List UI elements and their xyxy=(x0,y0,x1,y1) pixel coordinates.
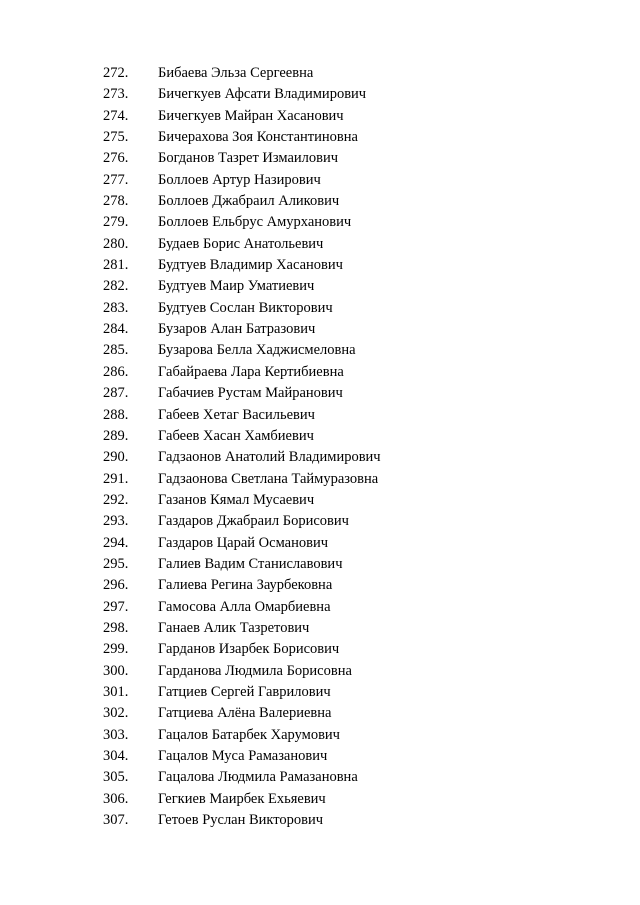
list-item xyxy=(0,106,640,127)
list-item xyxy=(0,255,640,276)
list-item-number: 305. xyxy=(103,769,129,786)
list-item-number: 272. xyxy=(103,65,129,81)
list-item-number: 274. xyxy=(103,107,129,124)
list-item xyxy=(0,212,640,233)
list-item-number: 280. xyxy=(103,235,129,252)
numbered-name-list xyxy=(0,63,640,831)
list-item xyxy=(0,469,640,490)
list-item-number: 301. xyxy=(103,683,129,700)
list-item-name: Гарданова Людмила Борисовна xyxy=(158,662,352,679)
list-item-number: 293. xyxy=(103,513,129,530)
list-item xyxy=(0,340,640,361)
list-item-number: 303. xyxy=(103,726,129,743)
list-item-name: Гацалова Людмила Рамазановна xyxy=(158,769,358,786)
list-item-number: 275. xyxy=(103,129,129,146)
list-item-number: 273. xyxy=(103,86,129,103)
list-item-number: 277. xyxy=(103,171,129,188)
list-item-name: Гадзаонова Светлана Таймуразовна xyxy=(158,470,379,487)
list-item-name: Гацалов Муса Рамазанович xyxy=(158,748,328,764)
list-item xyxy=(0,725,640,746)
list-item xyxy=(0,191,640,212)
list-item xyxy=(0,533,640,554)
list-item-number: 276. xyxy=(103,150,129,167)
list-item-name: Газдаров Джабраил Борисович xyxy=(158,513,349,530)
list-item-name: Габеев Хетаг Васильевич xyxy=(158,406,315,423)
list-item-name: Габеев Хасан Хамбиевич xyxy=(158,427,314,444)
list-item-number: 302. xyxy=(103,705,129,722)
list-item xyxy=(0,810,640,831)
list-item-number: 291. xyxy=(103,470,129,487)
list-item-number: 297. xyxy=(103,598,129,615)
list-item xyxy=(0,234,640,255)
list-item-name: Бузарова Белла Хаджисмеловна xyxy=(158,342,356,359)
list-item xyxy=(0,447,640,468)
list-item-number: 281. xyxy=(103,257,129,274)
list-item xyxy=(0,511,640,532)
list-item-number: 282. xyxy=(103,278,129,295)
list-item-number: 287. xyxy=(103,385,129,402)
list-item xyxy=(0,789,640,810)
list-item xyxy=(0,298,640,319)
list-item-name: Ганаев Алик Тазретович xyxy=(158,619,310,636)
list-item xyxy=(0,148,640,169)
list-item-name: Газанов Кямал Мусаевич xyxy=(158,491,315,508)
list-item xyxy=(0,618,640,639)
list-item-name: Бичегкуев Афсати Владимирович xyxy=(158,86,367,103)
list-item-name: Габайраева Лара Кертибиевна xyxy=(158,363,344,380)
list-item-name: Боллоев Джабраил Аликович xyxy=(158,193,340,210)
list-item-number: 307. xyxy=(103,812,129,829)
list-item-number: 294. xyxy=(103,534,129,551)
list-item-name: Галиева Регина Заурбековна xyxy=(158,577,333,594)
list-item xyxy=(0,127,640,148)
list-item-name: Бичерахова Зоя Константиновна xyxy=(158,129,358,146)
list-item-name: Гамосова Алла Омарбиевна xyxy=(158,598,331,615)
list-item xyxy=(0,63,640,84)
list-item-number: 279. xyxy=(103,214,129,231)
list-item-name: Галиев Вадим Станиславович xyxy=(158,555,343,572)
list-item xyxy=(0,554,640,575)
list-item xyxy=(0,426,640,447)
list-item-name: Богданов Тазрет Измаилович xyxy=(158,150,339,167)
list-item-name: Боллоев Артур Назирович xyxy=(158,171,321,188)
list-item-number: 278. xyxy=(103,193,129,210)
list-item-number: 295. xyxy=(103,555,129,572)
list-item-name: Будтуев Владимир Хасанович xyxy=(158,257,343,274)
list-item-name: Габачиев Рустам Майранович xyxy=(158,385,343,402)
list-item-number: 286. xyxy=(103,363,129,380)
list-item xyxy=(0,490,640,511)
list-item-name: Гацалов Батарбек Харумович xyxy=(158,726,340,743)
list-item xyxy=(0,682,640,703)
list-item xyxy=(0,746,640,767)
list-item-name: Гегкиев Маирбек Ехьяевич xyxy=(158,790,326,807)
list-item xyxy=(0,405,640,426)
list-item xyxy=(0,767,640,788)
list-item xyxy=(0,639,640,660)
list-item-name: Бичегкуев Майран Хасанович xyxy=(158,107,344,124)
list-item-name: Боллоев Ельбрус Амурханович xyxy=(158,214,352,231)
list-item-number: 296. xyxy=(103,577,129,594)
list-item xyxy=(0,362,640,383)
list-item-number: 290. xyxy=(103,449,129,466)
list-item-name: Гатциева Алёна Валериевна xyxy=(158,705,332,722)
list-item-number: 289. xyxy=(103,427,129,444)
list-item xyxy=(0,276,640,297)
list-item-name: Бузаров Алан Батразович xyxy=(158,321,316,338)
list-item-name: Гадзаонов Анатолий Владимирович xyxy=(158,449,381,466)
list-item-name: Бибаева Эльза Сергеевна xyxy=(158,65,314,81)
list-item-number: 285. xyxy=(103,342,129,359)
list-item xyxy=(0,319,640,340)
list-item-number: 288. xyxy=(103,406,129,423)
list-item-name: Гарданов Изарбек Борисович xyxy=(158,641,340,658)
list-item-number: 283. xyxy=(103,299,129,316)
list-item-name: Будтуев Сослан Викторович xyxy=(158,299,333,316)
list-item-number: 304. xyxy=(103,748,129,764)
list-item-number: 300. xyxy=(103,662,129,679)
list-item-number: 298. xyxy=(103,619,129,636)
list-item xyxy=(0,661,640,682)
list-item-name: Будаев Борис Анатольевич xyxy=(158,235,324,252)
list-item-name: Газдаров Царай Османович xyxy=(158,534,329,551)
list-item xyxy=(0,383,640,404)
list-item-number: 306. xyxy=(103,790,129,807)
list-item-name: Будтуев Маир Уматиевич xyxy=(158,278,315,295)
list-item xyxy=(0,170,640,191)
list-item-number: 299. xyxy=(103,641,129,658)
list-item-name: Гетоев Руслан Викторович xyxy=(158,812,324,829)
list-item xyxy=(0,84,640,105)
list-item xyxy=(0,597,640,618)
list-item xyxy=(0,575,640,596)
list-item-number: 292. xyxy=(103,491,129,508)
list-item-name: Гатциев Сергей Гаврилович xyxy=(158,683,331,700)
list-item-number: 284. xyxy=(103,321,129,338)
list-item xyxy=(0,703,640,724)
